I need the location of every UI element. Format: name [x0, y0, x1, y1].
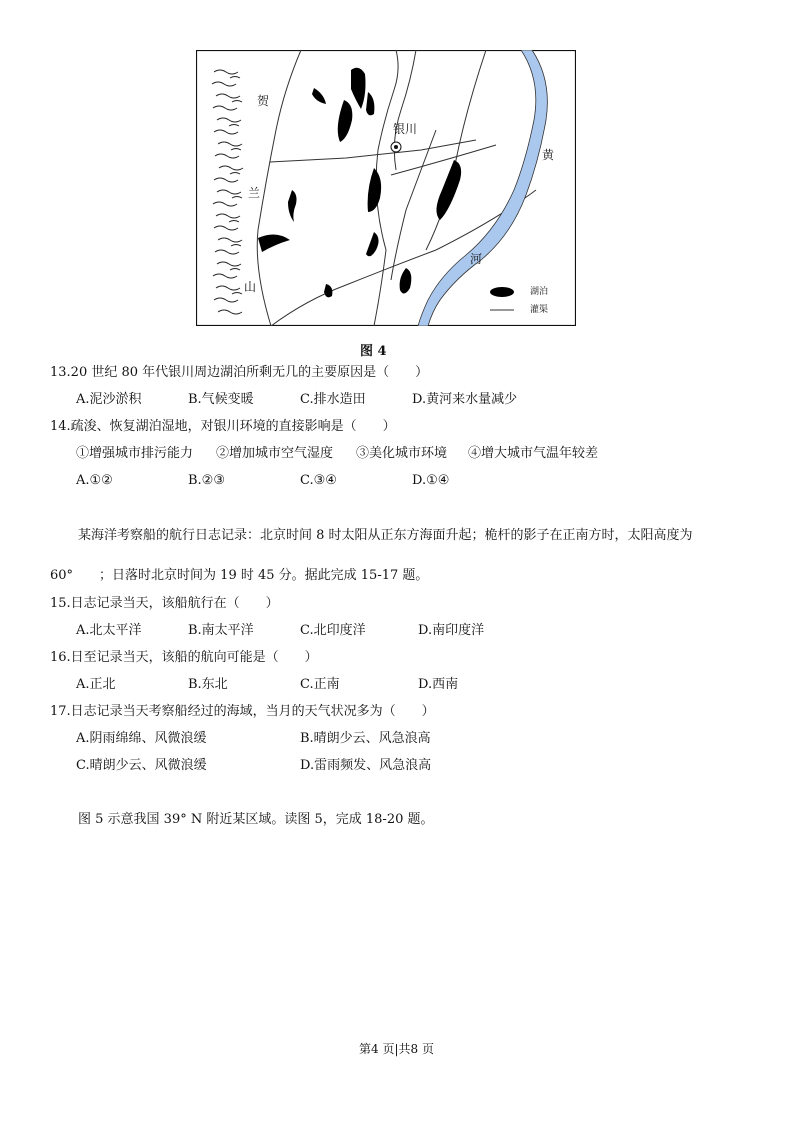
q14-option-b: B.②③	[188, 473, 225, 488]
q13-stem: 13.20 世纪 80 年代银川周边湖泊所剩无几的主要原因是（ ）	[50, 365, 429, 380]
q14-option-d: D.①④	[412, 473, 450, 488]
legend-canal-label: 灌渠	[530, 305, 549, 315]
q17-option-d: D.雷雨频发、风急浪高	[300, 758, 432, 773]
legend-lake-swatch	[490, 287, 514, 297]
river-label-2: 河	[470, 252, 483, 266]
figure-4-caption: 图 4	[360, 344, 387, 359]
q16-option-c: C.正南	[300, 677, 340, 692]
q17-stem: 17.日志记录当天考察船经过的海域，当月的天气状况多为（ ）	[50, 704, 435, 719]
q14-statement-4: ④增大城市气温年较差	[468, 446, 599, 461]
q15-stem: 15.日志记录当天，该船航行在（ ）	[50, 596, 279, 611]
q17-option-a: A.阴雨绵绵、风微浪缓	[76, 731, 207, 746]
q14-statement-2: ②增加城市空气湿度	[216, 446, 334, 461]
legend-lake-label: 湖泊	[530, 287, 549, 297]
q14-option-c: C.③④	[300, 473, 337, 488]
q13-option-b: B.气候变暖	[188, 392, 254, 407]
mountain-label-2: 兰	[248, 186, 261, 200]
q16-option-d: D.西南	[418, 677, 459, 692]
q16-option-b: B.东北	[188, 677, 228, 692]
passage-line-2: 60° ；日落时北京时间为 19 时 45 分。据此完成 15-17 题。	[50, 568, 429, 583]
mountain-label-1: 贺	[257, 94, 270, 108]
q14-stem: 14.疏浚、恢复湖泊湿地，对银川环境的直接影响是（ ）	[50, 419, 396, 434]
q16-stem: 16.日至记录当天，该船的航向可能是（ ）	[50, 650, 318, 665]
q16-option-a: A.正北	[76, 677, 116, 692]
q15-option-b: B.南太平洋	[188, 623, 254, 638]
q15-option-d: D.南印度洋	[418, 623, 485, 638]
figure-5-intro: 图 5 示意我国 39° N 附近某区域。读图 5，完成 18-20 题。	[78, 812, 434, 827]
river-label-1: 黄	[542, 148, 555, 162]
passage-line-1: 某海洋考察船的航行日志记录：北京时间 8 时太阳从正东方海面升起；桅杆的影子在正南方时，太阳高度为	[78, 528, 693, 543]
q14-option-a: A.①②	[76, 473, 113, 488]
page-footer: 第4 页|共8 页	[359, 1042, 434, 1056]
q13-option-a: A.泥沙淤积	[76, 392, 142, 407]
q14-statement-3: ③美化城市环境	[356, 446, 448, 461]
q17-option-c: C.晴朗少云、风微浪缓	[76, 758, 207, 773]
q14-statement-1: ①增强城市排污能力	[76, 446, 194, 461]
city-label: 银川	[393, 122, 418, 136]
mountain-label-3: 山	[244, 280, 257, 294]
q17-option-b: B.晴朗少云、风急浪高	[300, 731, 431, 746]
q13-option-d: D.黄河来水量减少	[412, 392, 518, 407]
q15-option-c: C.北印度洋	[300, 623, 366, 638]
q15-option-a: A.北太平洋	[76, 623, 142, 638]
q13-option-c: C.排水造田	[300, 392, 366, 407]
